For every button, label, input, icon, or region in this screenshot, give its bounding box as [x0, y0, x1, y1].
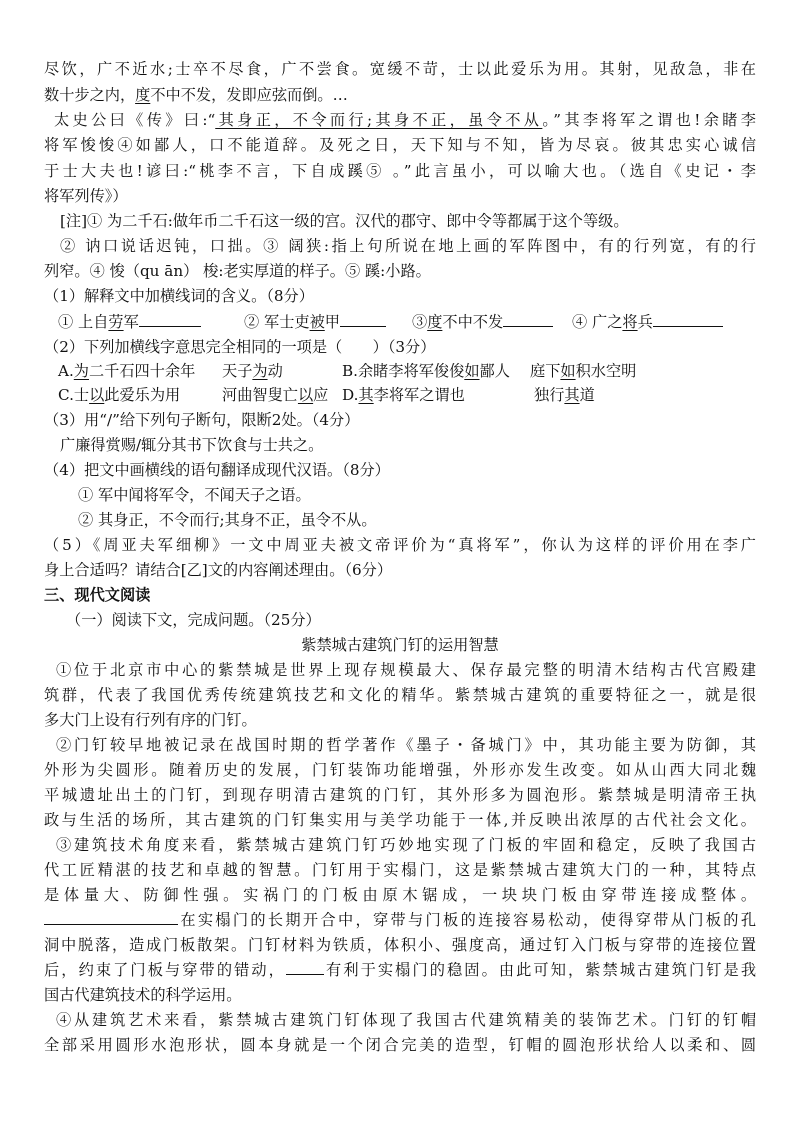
paragraph-line: ③建筑技术角度来看，紫禁城古建筑门钉巧妙地实现了门板的牢固和稳定，反映了我国古 [56, 836, 756, 854]
section-heading: 三、现代文阅读 [44, 586, 151, 604]
paragraph-line: 筑群，代表了我国优秀传统建筑技艺和文化的精华。紫禁城古建筑的重要特征之一，就是很 [44, 686, 756, 704]
paragraph-line: 平城遗址出土的门钉，到现存明清古建筑的门钉，其外形多为圆泡形。紫禁城是明清帝王执 [44, 786, 756, 804]
answer-blank[interactable] [653, 310, 723, 327]
underlined-sentence: 其身正，不令而行;其身不正，虽令不从 [215, 111, 543, 129]
exam-page: 尽饮，广不近水;士卒不尽食，广不尝食。宽缓不苛，士以此爱乐为用。其射，见敌急，非在 数十步之内，度不中不发，发即应弦而倒。… 太史公曰《传》曰:“其身正，不令而行;其身不正，虽令不从。”其李将军之谓也!余睹李 将军悛悛④如鄙人，口不能道辞。及死之日，天下知与不知，皆为尽哀。彼其忠实心诚信 于士大夫也!谚曰:“桃李不言，下自成蹊⑤ 。”此言虽小，可以喻大也。（选自《史记・李 将军列传》） [注]① 为二千石:做年币二千石这一级的宫。汉代的郡守、郎中令等都属于这个等级。 ② 讷口说话迟钝，口拙。③ 阔狭:指上句所说在地上画的军阵图中，有的行列宽，有的行 列窄。④ 悛（qu ān） 梭:老实厚道的样子。⑤ 蹊:小路。 （1）解释文中加横线词的含义。（8分） ① 上自劳军 ② 军士吏被甲 ③度不中不发 ④ 广之将兵 （2）下列加横线字意思完全相同的一项是（ ）（3分） A.为二千石四十余年 天子为动 B.余睹李将军俊俊如鄙人 庭下如积水空明 C.士以此爱乐为用 河曲智叟亡以应 D.其李将军之谓也 独行其道 （3）用“/”给下列句子断句，限断2处。（4分） 广廉得赏赐/辄分其书下饮食与士共之。 （4）把文中画横线的语句翻译成现代汉语。（8分） ① 军中闻将军令，不闻天子之语。 ② 其身正，不令而行;其身不正，虽令不从。 （5）《周亚夫军细柳》一文中周亚夫被文帝评价为“真将军”，你认为这样的评价用在李广 身上合适吗？请结合[乙]文的内容阐述理由。（6分） 三、现代文阅读 （一）阅读下文，完成问题。（25分） 紫禁城古建筑门钉的运用智慧 ①位于北京市中心的紫禁城是世界上现存规模最大、保存最完整的明清木结构古代宫殿建 筑群，代表了我国优秀传统建筑技艺和文化的精华。紫禁城古建筑的重要特征之一，就是很 多大门上设有行列有序的门钉。 ②门钉较早地被记录在战国时期的哲学著作《墨子・备城门》中，其功能主要为防御，其 外形为尖圆形。随着历史的发展，门钉装饰功能增强，外形亦发生改变。如从山西大同北魏 平城遗址出土的门钉，到现存明清古建筑的门钉，其外形多为圆泡形。紫禁城是明清帝王执 政与生活的场所，其古建筑的门钉集实用与美学功能于一体,并反映出浓厚的古代社会文化。 ③建筑技术角度来看，紫禁城古建筑门钉巧妙地实现了门板的牢固和稳定，反映了我国古 代工匠精湛的技艺和卓越的智慧。门钉用于实榻门，这是紫禁城古建筑大门的一种，其特点 是体量大、防御性强。实祸门的门板由原木锯成，一块块门板由穿带连接成整体。 在实榻门的长期开合中，穿带与门板的连接容易松动，使得穿带从门板的孔 洞中脱落，造成门板散架。门钉材料为铁质，体积小、强度高，通过钉入门板与穿带的连接位置 后，约束了门板与穿带的错动， 有利于实榻门的稳固。由此可知，紫禁城古建筑门钉是我 国古代建筑技术的科学运用。 ④从建筑艺术来看，紫禁城古建筑门钉体现了我国古代建筑精美的装饰艺术。门钉的钉帽 全部采用圆形水泡形状，圆本身就是一个闭合完美的造型，钉帽的圆泡形状给人以柔和、圆 [0, 0, 794, 1123]
note-line: [注]① 为二千石:做年币二千石这一级的宫。汉代的郡守、郎中令等都属于这个等级。 [60, 212, 629, 230]
paragraph-line: 外形为尖圆形。随着历史的发展，门钉装饰功能增强，外形亦发生改变。如从山西大同北魏 [44, 761, 756, 779]
note-line: ② 讷口说话迟钝，口拙。③ 阔狭:指上句所说在地上画的军阵图中，有的行列宽，有的行 [60, 237, 756, 255]
paragraph-line: 洞中脱落，造成门板散架。门钉材料为铁质，体积小、强度高，通过钉入门板与穿带的连接位置 [44, 936, 756, 954]
answer-blank[interactable] [286, 958, 324, 975]
answer-blank[interactable] [503, 310, 553, 327]
paragraph-line: 后，约束了门板与穿带的错动， 有利于实榻门的稳固。由此可知，紫禁城古建筑门钉是我 [44, 958, 756, 984]
article-title: 紫禁城古建筑门钉的运用智慧 [301, 636, 499, 654]
question-4-stem: （4）把文中画横线的语句翻译成现代汉语。（8分） [44, 461, 390, 479]
question-3-stem: （3）用“/”给下列句子断句，限断2处。（4分） [44, 411, 360, 429]
paragraph-line: 国古代建筑技术的科学运用。 [44, 986, 242, 1004]
paragraph-line: 是体量大、防御性强。实祸门的门板由原木锯成，一块块门板由穿带连接成整体。 [44, 886, 756, 904]
text-line: 太史公曰《传》曰:“其身正，不令而行;其身不正，虽令不从。”其李将军之谓也!余睹李 [54, 111, 756, 129]
section-subheading: （一）阅读下文，完成问题。（25分） [66, 611, 321, 629]
text-line: 数十步之内，度不中不发，发即应弦而倒。… [44, 86, 348, 104]
text-line: 将军悛悛④如鄙人，口不能道辞。及死之日，天下知与不知，皆为尽哀。彼其忠实心诚信 [44, 136, 756, 154]
question-5-line: 身上合适吗？请结合[乙]文的内容阐述理由。（6分） [44, 561, 393, 579]
answer-blank[interactable] [340, 310, 386, 327]
question-3-sentence: 广廉得赏赐/辄分其书下饮食与士共之。 [60, 436, 324, 454]
question-1-stem: （1）解释文中加横线词的含义。（8分） [44, 287, 314, 305]
paragraph-line: 代工匠精湛的技艺和卓越的智慧。门钉用于实榻门，这是紫禁城古建筑大门的一种，其特点 [44, 861, 756, 879]
question-2-stem: （2）下列加横线字意思完全相同的一项是（ ）（3分） [44, 338, 436, 356]
answer-blank[interactable] [44, 908, 178, 925]
text-line: 于士大夫也!谚曰:“桃李不言，下自成蹊⑤ 。”此言虽小，可以喻大也。（选自《史记・李 [44, 162, 756, 180]
paragraph-line: 在实榻门的长期开合中，穿带与门板的连接容易松动，使得穿带从门板的孔 [44, 908, 756, 934]
question-4-sentence-2: ② 其身正，不令而行;其身不正，虽令不从。 [78, 511, 377, 529]
paragraph-line: ①位于北京市中心的紫禁城是世界上现存规模最大、保存最完整的明清木结构古代宫殿建 [56, 661, 756, 679]
paragraph-line: ④从建筑艺术来看，紫禁城古建筑门钉体现了我国古代建筑精美的装饰艺术。门钉的钉帽 [56, 1011, 756, 1029]
question-4-sentence-1: ① 军中闻将军令，不闻天子之语。 [78, 486, 311, 504]
paragraph-line: 全部采用圆形水泡形状，圆本身就是一个闭合完美的造型，钉帽的圆泡形状给人以柔和、圆 [44, 1036, 756, 1054]
note-line: 列窄。④ 悛（qu ān） 梭:老实厚道的样子。⑤ 蹊:小路。 [44, 262, 431, 280]
answer-blank[interactable] [139, 310, 201, 327]
text-line: 尽饮，广不近水;士卒不尽食，广不尝食。宽缓不苛，士以此爱乐为用。其射，见敌急，非在 [44, 60, 756, 78]
paragraph-line: 多大门上设有行列有序的门钉。 [44, 711, 257, 729]
paragraph-line: 政与生活的场所，其古建筑的门钉集实用与美学功能于一体,并反映出浓厚的古代社会文化。 [44, 811, 756, 829]
paragraph-line: ②门钉较早地被记录在战国时期的哲学著作《墨子・备城门》中，其功能主要为防御，其 [56, 736, 756, 754]
text-line: 将军列传》） [44, 187, 128, 205]
question-5-line: （5）《周亚夫军细柳》一文中周亚夫被文帝评价为“真将军”，你认为这样的评价用在李广 [44, 536, 756, 554]
underlined-word: 度 [135, 86, 151, 104]
